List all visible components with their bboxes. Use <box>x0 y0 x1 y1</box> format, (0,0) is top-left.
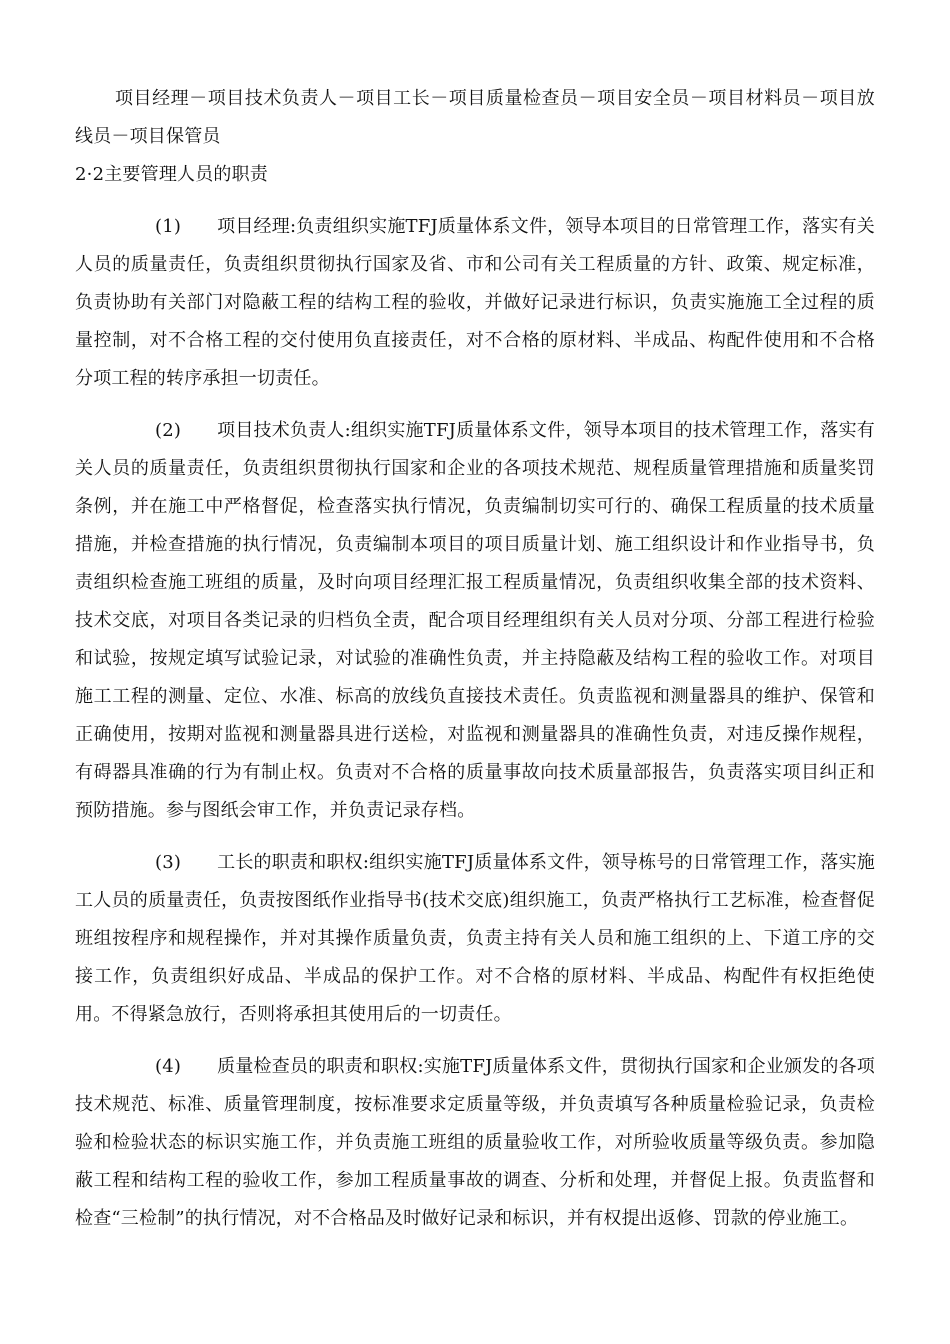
item-number: (1) <box>155 216 182 237</box>
duty-item-2 <box>75 412 875 830</box>
item-text: 项目经理:负责组织实施TFJ质量体系文件，领导本项目的日常管理工作，落实有关人员的质量责任，负责组织贯彻执行国家及省、市和公司有关工程质量的方针、政策、规定标准，负责协助有关部门对隐蔽工程的结构工程的验收，并做好记录进行标识，负责实施施工全过程的质量控制，对不合格工程的交付使用负直接责任，对不合格的原材料、半成品、构配件使用和不合格分项工程的转序承担一切责任。 <box>75 216 875 389</box>
item-text: 工长的职责和职权:组织实施TFJ质量体系文件，领导栋号的日常管理工作，落实施工人员的质量责任，负责按图纸作业指导书(技术交底)组织施工，负责严格执行工艺标准，检查督促班组按程序和规程操作，并对其操作质量负责，负责主持有关人员和施工组织的上、下道工序的交接工作，负责组织好成品、半成品的保护工作。对不合格的原材料、半成品、构配件有权拒绝使用。不得紧急放行，否则将承担其使用后的一切责任。 <box>75 852 875 1025</box>
duty-item-3 <box>75 844 875 1034</box>
item-number: (2) <box>155 420 182 441</box>
management-chain: 项目经理－项目技术负责人－项目工长－项目质量检查员－项目安全员－项目材料员－项目放线员－项目保管员 <box>75 88 875 147</box>
section-heading: 2·2主要管理人员的职责 <box>75 164 269 185</box>
item-number: (4) <box>155 1056 182 1077</box>
document-page <box>75 80 875 1238</box>
duty-item-1 <box>75 208 875 398</box>
item-text: 质量检查员的职责和职权:实施TFJ质量体系文件，贯彻执行国家和企业颁发的各项技术规范、标准、质量管理制度，按标准要求定质量等级，并负责填写各种质量检验记录，负责检验和检验状态的标识实施工作，并负责施工班组的质量验收工作，对所验收质量等级负责。参加隐蔽工程和结构工程的验收工作，参加工程质量事故的调查、分析和处理，并督促上报。负责监督和检查“三检制”的执行情况，对不合格品及时做好记录和标识，并有权提出返修、罚款的停业施工。 <box>75 1056 875 1229</box>
duty-item-4 <box>75 1048 875 1238</box>
item-text: 项目技术负责人:组织实施TFJ质量体系文件，领导本项目的技术管理工作，落实有关人员的质量责任，负责组织贯彻执行国家和企业的各项技术规范、规程质量管理措施和质量奖罚条例，并在施工中严格督促，检查落实执行情况，负责编制切实可行的、确保工程质量的技术质量措施，并检查措施的执行情况，负责编制本项目的项目质量计划、施工组织设计和作业指导书，负责组织检查施工班组的质量，及时向项目经理汇报工程质量情况，负责组织收集全部的技术资料、技术交底，对项目各类记录的归档负全责，配合项目经理组织有关人员对分项、分部工程进行检验和试验，按规定填写试验记录，对试验的准确性负责，并主持隐蔽及结构工程的验收工作。对项目施工工程的测量、定位、水准、标高的放线负直接技术责任。负责监视和测量器具的维护、保管和正确使用，按期对监视和测量器具进行送检，对监视和测量器具的准确性负责，对违反操作规程，有碍器具准确的行为有制止权。负责对不合格的质量事故向技术质量部报告，负责落实项目纠正和预防措施。参与图纸会审工作，并负责记录存档。 <box>75 420 875 821</box>
item-number: (3) <box>155 852 182 873</box>
